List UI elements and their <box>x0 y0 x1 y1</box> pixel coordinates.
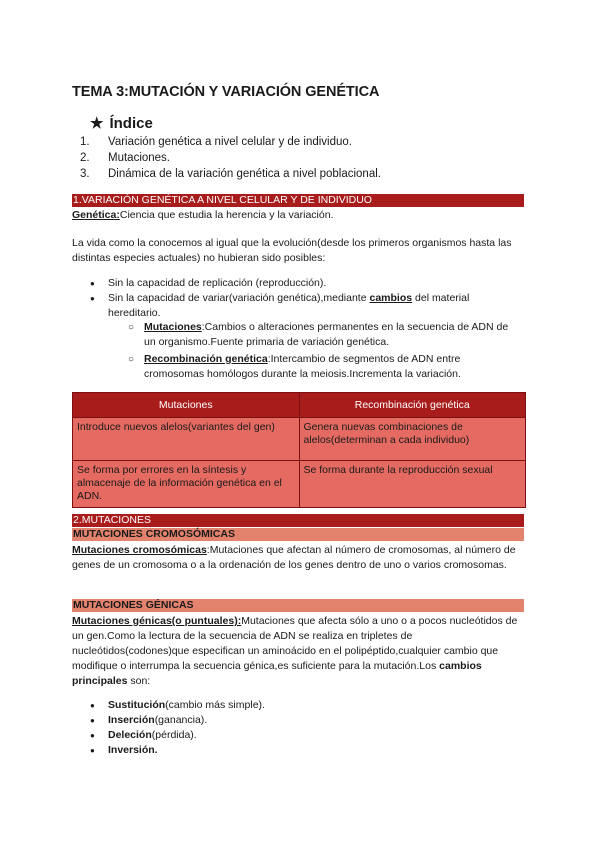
intro-paragraph: La vida como la conocemos al igual que la evolución(desde los primeros organismos hasta las distintas especies actuales) no hubieran sido posibles: <box>72 237 512 264</box>
chromosomal-definition: Mutaciones cromosómicas:Mutaciones que afectan al número de cromosomas, al número de genes de un cromosoma o a la ordenación de los genes dentro de uno o varios cromosomas. <box>72 544 516 571</box>
changes-list <box>90 698 520 758</box>
table-row <box>73 418 526 461</box>
section1-heading: 1.VARIACIÓN GENÉTICA A NIVEL CELULAR Y DE INDIVIDUO <box>72 194 524 207</box>
list-item: ● Sin la capacidad de replicación (reproducción). <box>90 276 520 291</box>
comparison-table <box>72 392 526 508</box>
list-item: 3. Dinámica de la variación genética a nivel poblacional. <box>80 168 381 180</box>
genic-heading: MUTACIONES GÉNICAS <box>72 599 524 612</box>
table-cell: Genera nuevas combinaciones de alelos(determinan a cada individuo) <box>299 418 526 461</box>
list-item: 1. Variación genética a nivel celular y de individuo. <box>80 136 352 148</box>
list-item: ● Sin la capacidad de variar(variación genética),mediante cambios del material hereditario. <box>90 291 520 321</box>
section2-heading: 2.MUTACIONES <box>72 514 524 527</box>
chromosomal-heading: MUTACIONES CROMOSÓMICAS <box>72 528 524 541</box>
list-item: ○ Recombinación genética:Intercambio de segmentos de ADN entre cromosomas homólogos durante la meiosis.Incrementa la variación. <box>128 352 520 382</box>
variation-sources-list <box>128 320 520 384</box>
list-item: ● Deleción(pérdida). <box>90 728 520 743</box>
star-icon: ★ <box>90 115 104 132</box>
table-row <box>73 461 526 508</box>
table-header: Mutaciones <box>73 393 300 418</box>
table-cell: Introduce nuevos alelos(variantes del gen) <box>73 418 300 461</box>
index-list <box>80 134 381 182</box>
list-item: ● Sustitución(cambio más simple). <box>90 698 520 713</box>
index-heading <box>90 114 153 132</box>
table-cell: Se forma por errores en la síntesis y almacenaje de la información genética en el ADN. <box>73 461 300 508</box>
genetica-definition: Genética:Ciencia que estudia la herencia y la variación. <box>72 209 334 221</box>
genic-definition: Mutaciones génicas(o puntuales):Mutaciones que afecta sólo a uno o a pocos nucleótidos de un gen.Como la lectura de la secuencia de ADN se realiza en tripletes de nucleótidos(codones)que especifican un aminoácido en el polipéptido,cualquier cambio que modifique o interrumpa la secuencia génica,es suficiente para la mutación.Los cambios principales son: <box>72 615 518 687</box>
page-title: TEMA 3:MUTACIÓN Y VARIACIÓN GENÉTICA <box>72 84 380 100</box>
list-item: 2. Mutaciones. <box>80 152 171 164</box>
list-item: ● Inversión. <box>90 743 520 758</box>
table-cell: Se forma durante la reproducción sexual <box>299 461 526 508</box>
index-heading-text: Índice <box>109 115 153 132</box>
list-item: ○ Mutaciones:Cambios o alteraciones permanentes en la secuencia de ADN de un organismo.Fuente primaria de variación genética. <box>128 320 520 350</box>
table-header-row <box>73 393 526 418</box>
capacities-list <box>90 276 520 321</box>
table-header: Recombinación genética <box>299 393 526 418</box>
list-item: ● Inserción(ganancia). <box>90 713 520 728</box>
